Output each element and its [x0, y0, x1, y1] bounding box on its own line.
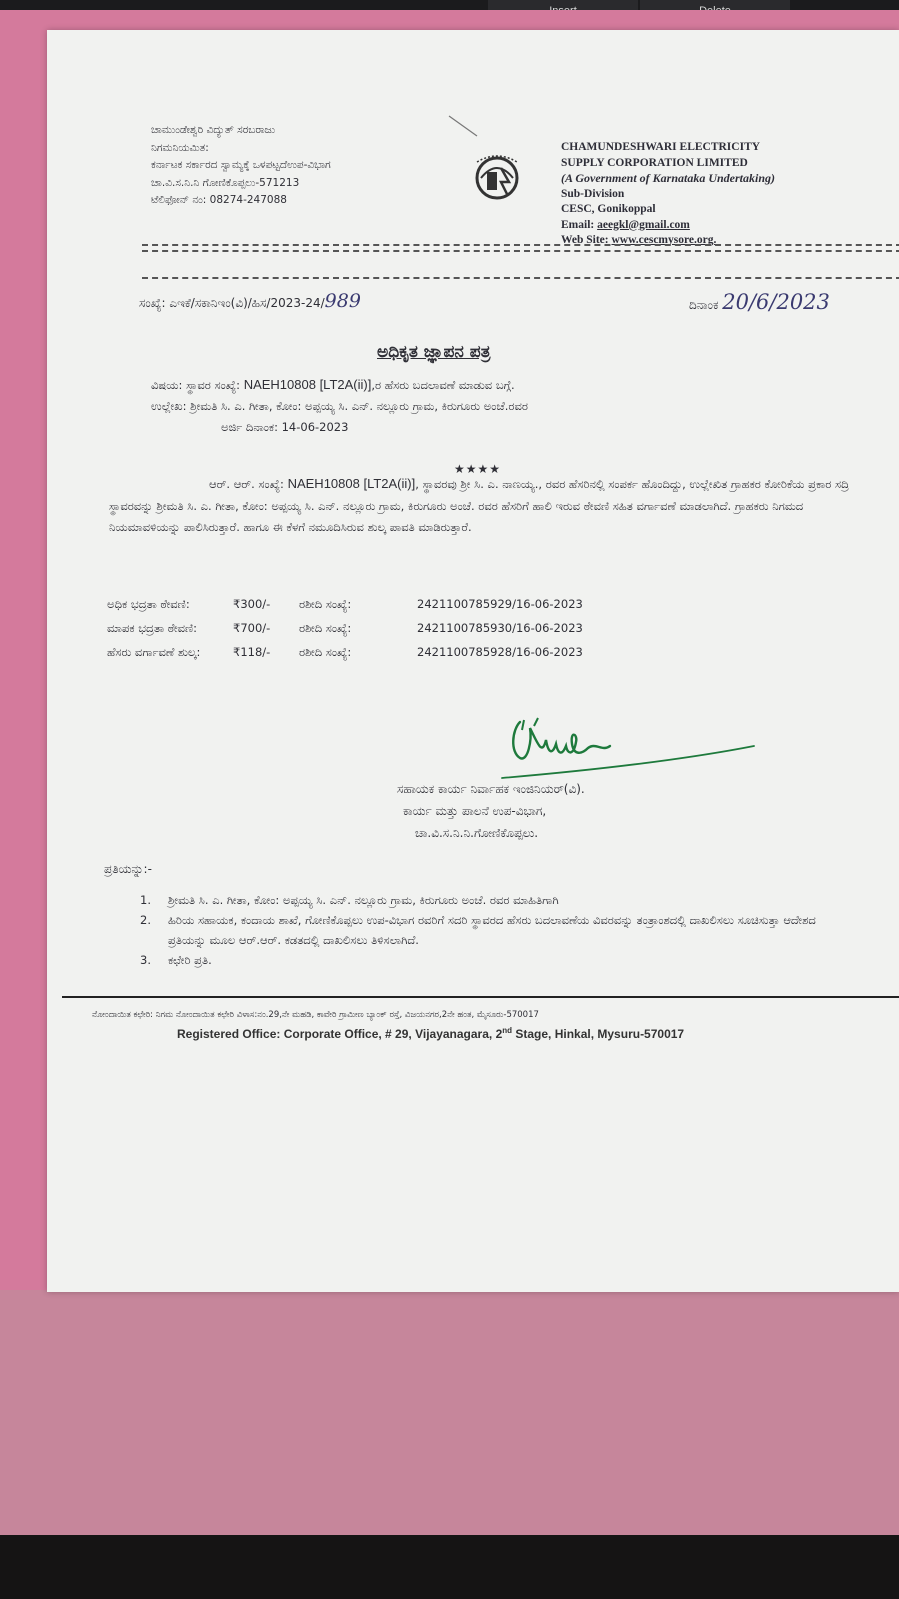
- email-line: [561, 218, 891, 234]
- reference-number: [139, 290, 361, 312]
- memo-title: ಅಧಿಕೃತ ಜ್ಞಾಪನ ಪತ್ರ: [377, 342, 491, 362]
- handwritten-reference-number: 989: [324, 290, 361, 312]
- receipt-number: 2421100785930/16-06-2023: [417, 621, 583, 635]
- header-kannada: [151, 122, 481, 210]
- website-line: [561, 233, 891, 249]
- designation-line: ಚಾ.ವಿ.ಸ.ನಿ.ನಿ.ಗೋಣಿಕೊಪ್ಪಲು.: [415, 826, 539, 840]
- date-label: ದಿನಾಂಕ: [689, 298, 719, 312]
- fee-row: [107, 621, 747, 643]
- separator-stars: ★★★★: [454, 462, 502, 476]
- list-item: [104, 910, 854, 950]
- list-item-text: ಶ್ರೀಮತಿ ಸಿ. ಎ. ಗೀತಾ, ಕೋಂ: ಅಪ್ಪಯ್ಯ ಸಿ. ಎನ್. ನಲ್ಲೂರು ಗ್ರಾಮ, ಕಿರುಗೂರು ಅಂಚೆ. ರವರ ಮಾಹಿತಿಗಾಗಿ: [168, 893, 559, 907]
- reference-date: [689, 290, 830, 314]
- dark-surface: [0, 1535, 899, 1599]
- receipt-number: 2421100785928/16-06-2023: [417, 645, 583, 659]
- cesc-logo-icon: [471, 148, 523, 206]
- fee-label: ಹೆಸರು ವರ್ಗಾವಣೆ ಶುಲ್ಕ:: [107, 645, 201, 659]
- website-link[interactable]: www.cescmysore.org.: [611, 234, 717, 246]
- government-undertaking: (A Government of Karnataka Undertaking): [561, 171, 776, 185]
- copies-heading: ಪ್ರತಿಯನ್ನು:-: [104, 862, 152, 876]
- company-name-line2: SUPPLY CORPORATION LIMITED: [561, 156, 748, 169]
- list-item-text: ಹಿರಿಯ ಸಹಾಯಕ, ಕಂದಾಯ ಶಾಖೆ, ಗೋಣಿಕೊಪ್ಪಲು ಉಪ-ವಿಭಾಗ ರವರಿಗೆ ಸದರಿ ಸ್ಥಾವರದ ಹೆಸರು ಬದಲಾವಣೆಯ ವಿವರವನ್ನು ತಂತ್ರಾಂಶದಲ್ಲಿ ದಾಖಲಿಸಲು ಸೂಚಿಸುತ್ತಾ ಆದೇಶದ ಪ್ರತಿಯನ್ನು ಮೂಲ ಆರ್.ಆರ್. ಕಡತದಲ್ಲಿ ದಾಖಲಿಸಲು ತಿಳಿಸಲಾಗಿದೆ.: [168, 913, 816, 947]
- signature-image: [442, 700, 772, 780]
- header-left-line: ಚಾ.ವಿ.ಸ.ನಿ.ನಿ ಗೋಣಿಕೊಪ್ಪಲು-571213: [151, 176, 300, 189]
- signatory-designation: [397, 778, 757, 844]
- list-item-number: 2.: [140, 913, 151, 927]
- header-divider-middle: [142, 250, 899, 252]
- body-text: , ಸ್ಥಾವರವು ಶ್ರೀ ಸಿ. ಎ. ನಾಣಯ್ಯ., ರವರ ಹೆಸರಿನಲ್ಲಿ ಸಂಪರ್ಕ ಹೊಂದಿದ್ದು, ಉಲ್ಲೇಖಿತ ಗ್ರಾಹಕರ ಕೋರಿಕೆಯ ಪ್ರಕಾರ ಸದ್ರಿ ಸ್ಥಾವರವನ್ನು ಶ್ರೀಮತಿ ಸಿ. ಎ. ಗೀತಾ, ಕೋಂ: ಅಪ್ಪಯ್ಯ ಸಿ. ಎನ್. ನಲ್ಲೂರು ಗ್ರಾಮ, ಕಿರುಗೂರು ಅಂಚೆ. ರವರ ಹೆಸರಿಗೆ ಹಾಲಿ ಇರುವ ಠೇವಣಿ ಸಹಿತ ವರ್ಗಾವಣೆ ಮಾಡಲಾಗಿದೆ. ಗ್ರಾಹಕರು ನಿಗಮದ ನಿಯಮಾವಳಿಯನ್ನು ಪಾಲಿಸಿರುತ್ತಾರೆ. ಹಾಗೂ ಈ ಕೆಳಗೆ ನಮೂದಿಸಿರುವ ಶುಲ್ಕ ಪಾವತಿ ಮಾಡಿರುತ್ತಾರೆ.: [109, 477, 850, 534]
- official-memo-paper: [47, 30, 899, 1292]
- fee-row: [107, 597, 747, 619]
- receipt-label: ರಶೀದಿ ಸಂಖ್ಯೆ:: [299, 597, 352, 611]
- reference-line-text: ಉಲ್ಲೇಖ: ಶ್ರೀಮತಿ ಸಿ. ಎ. ಗೀತಾ, ಕೋಂ: ಅಪ್ಪಯ್ಯ ಸಿ. ಎನ್. ನಲ್ಲೂರು ಗ್ರಾಮ, ಕಿರುಗೂರು ಅಂಚೆ.ರವರ: [151, 399, 528, 413]
- handwritten-date: 20/6/2023: [722, 290, 830, 314]
- fee-amount: ₹118/-: [233, 645, 271, 659]
- footer-superscript: nd: [502, 1026, 513, 1035]
- footer-text: Registered Office: Corporate Office, # 29, Vijayanagara, 2: [177, 1027, 503, 1041]
- footer-divider: [62, 996, 899, 998]
- list-item-number: 3.: [140, 953, 151, 967]
- fee-amount: ₹700/-: [233, 621, 271, 635]
- footer-text: Stage, Hinkal, Mysuru-570017: [512, 1027, 685, 1041]
- website-label: Web Site:: [561, 234, 609, 246]
- fee-amount: ₹300/-: [233, 597, 271, 611]
- fee-row: [107, 645, 747, 667]
- office-location: CESC, Gonikoppal: [561, 203, 656, 215]
- receipt-number: 2421100785929/16-06-2023: [417, 597, 583, 611]
- email-link[interactable]: aeegkl@gmail.com: [597, 218, 690, 231]
- fee-label: ಅಧಿಕ ಭದ್ರತಾ ಠೇವಣಿ:: [107, 597, 190, 611]
- body-rr-label: ಆರ್. ಆರ್. ಸಂಖ್ಯೆ:: [209, 477, 284, 491]
- header-left-line: ಟೆಲಿಫೋನ್ ನಂ: 08274-247088: [151, 194, 287, 206]
- subject-label: ವಿಷಯ: ಸ್ಥಾವರ ಸಂಖ್ಯೆ:: [151, 378, 241, 392]
- subject-block: [151, 374, 891, 438]
- header-left-line: ಕರ್ನಾಟಕ ಸರ್ಕಾರದ ಸ್ವಾಮ್ಯಕ್ಕೆ ಒಳಪಟ್ಟದೆಉಪ-ವಿಭಾಗ: [151, 159, 331, 171]
- header-divider-bottom: [142, 277, 899, 279]
- application-date: ಅರ್ಜಿ ದಿನಾಂಕ: 14-06-2023: [221, 420, 349, 434]
- reference-prefix: ಸಂಖ್ಯೆ: ಎಇಕೆ/ಸಕಾನಿಇಂ(ವಿ)/ಹಿಸ/2023-24/: [139, 296, 325, 310]
- copies-list: [104, 890, 854, 970]
- receipt-label: ರಶೀದಿ ಸಂಖ್ಯೆ:: [299, 621, 352, 635]
- subject-line: [151, 374, 891, 396]
- list-item: [104, 950, 854, 970]
- body-paragraph: [109, 473, 864, 539]
- list-item-text: ಕಛೇರಿ ಪ್ರತಿ.: [168, 953, 212, 967]
- list-item: [104, 890, 854, 910]
- sub-division-label: Sub-Division: [561, 187, 625, 200]
- fee-label: ಮಾಪಕ ಭದ್ರತಾ ಠೇವಣಿ:: [107, 621, 198, 635]
- subject-text: ,ರ ಹೆಸರು ಬದಲಾವಣೆ ಮಾಡುವ ಬಗ್ಗೆ.: [371, 378, 515, 392]
- company-name-line1: CHAMUNDESHWARI ELECTRICITY: [561, 141, 761, 153]
- header-left-line: ನಿಗಮನಿಯಮಿತ:: [151, 141, 209, 154]
- email-label: Email:: [561, 218, 595, 231]
- folder-bottom: [0, 1290, 899, 1560]
- body-installation-code: NAEH10808 [LT2A(ii)]: [287, 476, 416, 491]
- reference-line: [139, 290, 899, 318]
- designation-line: ಕಾರ್ಯ ಮತ್ತು ಪಾಲನೆ ಉಪ-ವಿಭಾಗ,: [403, 804, 547, 818]
- installation-code: NAEH10808 [LT2A(ii)]: [243, 377, 372, 392]
- header-english: [561, 140, 891, 249]
- receipt-label: ರಶೀದಿ ಸಂಖ್ಯೆ:: [299, 645, 352, 659]
- designation-line: ಸಹಾಯಕ ಕಾರ್ಯ ನಿರ್ವಾಹಕ ಇಂಜಿನಿಯರ್(ವಿ).: [397, 782, 585, 796]
- header-left-line: ಚಾಮುಂಡೇಶ್ವರಿ ವಿದ್ಯುತ್ ಸರಬರಾಜು: [151, 124, 276, 136]
- footer-address-english: [177, 1026, 857, 1041]
- list-item-number: 1.: [140, 893, 151, 907]
- footer-address-kannada: ನೋಂದಾಯಿತ ಕಛೇರಿ: ನಿಗಮ ನೋಂದಾಯಿತ ಕಛೇರಿ ವಿಳಾಸ:ನಂ.29,ನೇ ಮಹಡಿ, ಕಾವೇರಿ ಗ್ರಾಮೀಣ ಬ್ಯಾಂಕ್ ರಸ್ತೆ, ವಿಜಯನಗರ,2ನೇ ಹಂತ, ಮೈಸೂರು-570017: [92, 1010, 539, 1020]
- header-divider-top: [142, 244, 899, 246]
